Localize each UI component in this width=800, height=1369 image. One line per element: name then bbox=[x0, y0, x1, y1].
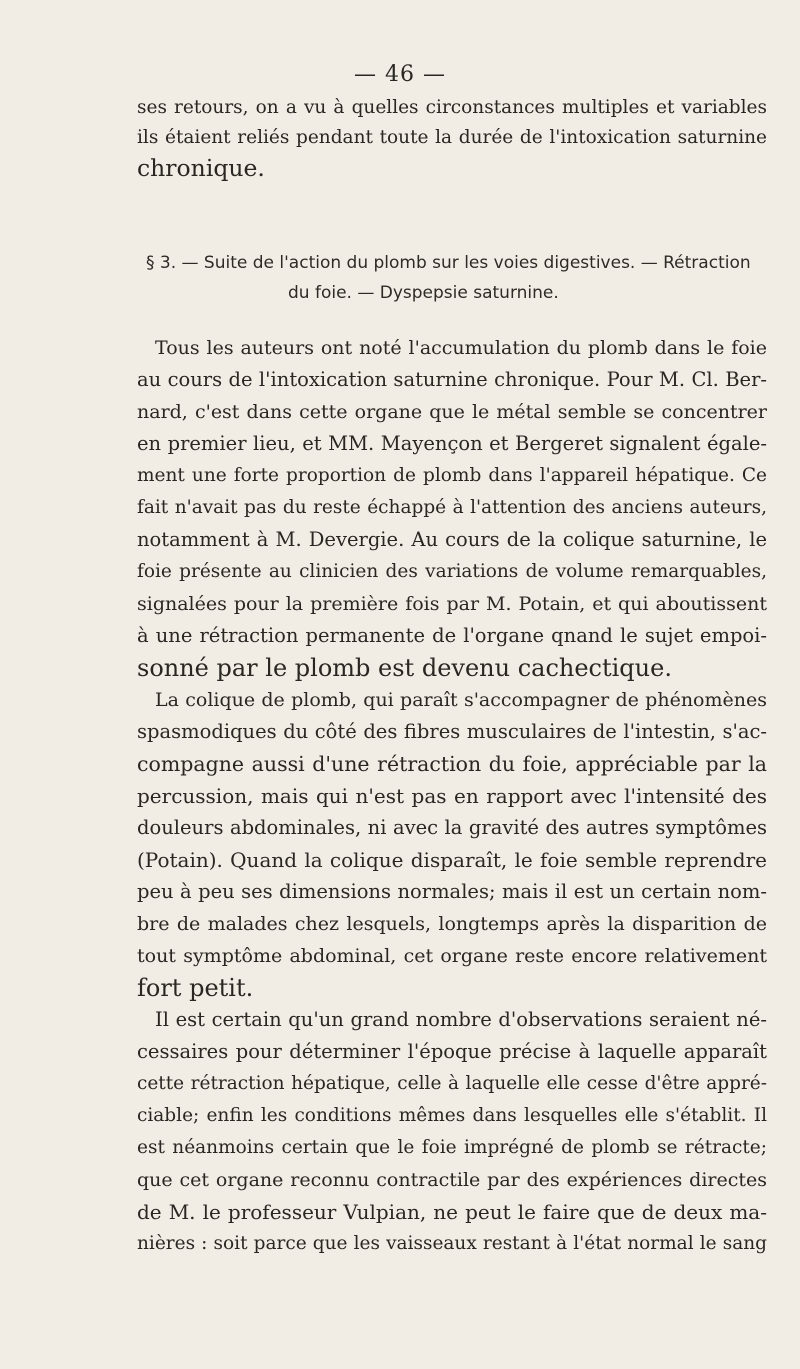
text-line: fait n'avait pas du reste échappé à l'attention des anciens auteurs, bbox=[137, 497, 767, 518]
text-line: en premier lieu, et MM. Mayençon et Bergeret signalent égale- bbox=[137, 432, 767, 455]
text-line: foie présente au clinicien des variations de volume remarquables, bbox=[137, 561, 767, 582]
text-line: (Potain). Quand la colique disparaît, le foie semble reprendre bbox=[137, 848, 767, 872]
text-line: tout symptôme abdominal, cet organe reste encore relativement bbox=[137, 945, 767, 967]
text-line: bre de malades chez lesquels, longtemps après la disparition de bbox=[137, 913, 767, 935]
text-line: La colique de plomb, qui paraît s'accompagner de phénomènes bbox=[155, 689, 767, 711]
section-heading-line: du foie. — Dyspepsie saturnine. bbox=[288, 283, 559, 303]
text-line: fort petit. bbox=[137, 974, 254, 1002]
text-line: Tous les auteurs ont noté l'accumulation du plomb dans le foie bbox=[155, 337, 767, 359]
text-line: ciable; enfin les conditions mêmes dans lesquelles elle s'établit. Il bbox=[137, 1105, 767, 1126]
text-line: notamment à M. Devergie. Au cours de la colique saturnine, le bbox=[137, 528, 767, 551]
text-line: cette rétraction hépatique, celle à laquelle elle cesse d'être appré- bbox=[137, 1073, 767, 1094]
text-line: signalées pour la première fois par M. Potain, et qui aboutissent bbox=[137, 593, 767, 615]
text-line: au cours de l'intoxication saturnine chronique. Pour M. Cl. Ber- bbox=[137, 368, 767, 391]
text-line: de M. le professeur Vulpian, ne peut le faire que de deux ma- bbox=[137, 1200, 767, 1224]
text-line: douleurs abdominales, ni avec la gravité des autres symptômes bbox=[137, 816, 767, 839]
text-line: ses retours, on a vu à quelles circonstances multiples et variables bbox=[137, 97, 767, 118]
text-line: peu à peu ses dimensions normales; mais il est un certain nom- bbox=[137, 880, 767, 903]
text-line: nard, c'est dans cette organe que le métal semble se concentrer bbox=[137, 401, 767, 423]
text-line: ils étaient reliés pendant toute la durée de l'intoxication saturnine bbox=[137, 127, 767, 148]
text-line: cessaires pour déterminer l'époque précise à laquelle apparaît bbox=[137, 1040, 767, 1063]
page-number: — 46 — bbox=[354, 62, 446, 87]
text-line: à une rétraction permanente de l'organe qnand le sujet empoi- bbox=[137, 624, 767, 647]
text-line: percussion, mais qui n'est pas en rapport avec l'intensité des bbox=[137, 784, 767, 808]
text-line: compagne aussi d'une rétraction du foie, appréciable par la bbox=[137, 752, 767, 776]
text-line: sonné par le plomb est devenu cachectique. bbox=[137, 654, 672, 682]
text-line: spasmodiques du côté des fibres musculaires de l'intestin, s'ac- bbox=[137, 720, 767, 743]
text-line: que cet organe reconnu contractile par des expériences directes bbox=[137, 1169, 767, 1191]
text-line: chronique. bbox=[137, 154, 265, 182]
text-line: ment une forte proportion de plomb dans l'appareil hépatique. Ce bbox=[137, 465, 767, 486]
text-line: Il est certain qu'un grand nombre d'observations seraient né- bbox=[155, 1008, 767, 1031]
text-line: est néanmoins certain que le foie imprégné de plomb se rétracte; bbox=[137, 1137, 767, 1158]
section-heading-line: § 3. — Suite de l'action du plomb sur les voies digestives. — Rétraction bbox=[146, 253, 751, 273]
text-line: nières : soit parce que les vaisseaux restant à l'état normal le sang bbox=[137, 1233, 767, 1254]
